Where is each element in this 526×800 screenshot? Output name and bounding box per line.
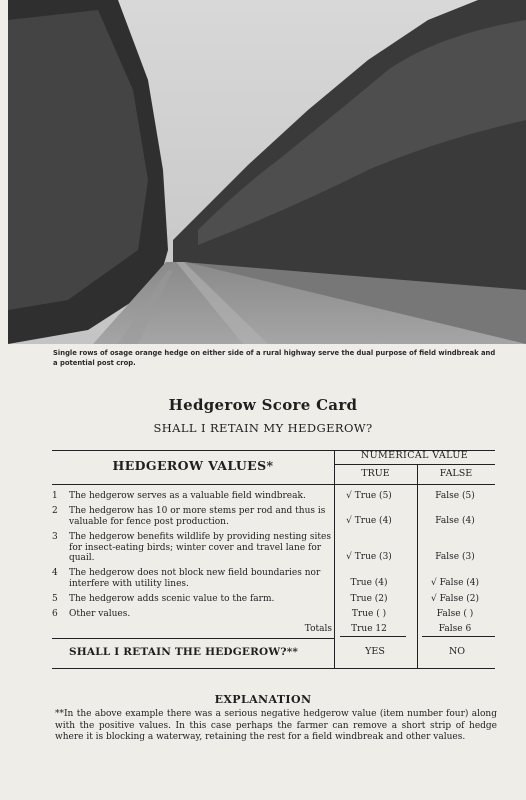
totals-rule-false (422, 636, 495, 637)
row-false-value: False (5) (435, 491, 475, 501)
totals-label: Totals (304, 624, 332, 634)
photo-caption: Single rows of osage orange hedge on either side of a rural highway serve the dual purpose of field windbreak and a potential post crop. (53, 349, 496, 367)
row-false-value: √ False (2) (430, 594, 480, 604)
row-number: 6 (52, 609, 58, 619)
total-false: False 6 (438, 624, 472, 634)
row-text: The hedgerow benefits wildlife by providing nesting sites for insect-eating birds; winter cover and travel lane for quail. (69, 532, 331, 563)
row-true-value: True (2) (350, 594, 388, 604)
row-text: Other values. (69, 609, 131, 619)
column-divider-middle (417, 464, 418, 668)
answer-no: NO (448, 646, 466, 657)
row-number: 1 (52, 491, 58, 501)
row-text: The hedgerow serves as a valuable field windbreak. (69, 491, 306, 501)
total-true: True 12 (351, 624, 387, 634)
row-true-value: √ True (3) (346, 552, 392, 562)
row-true-value: True ( ) (351, 609, 387, 619)
retain-question: SHALL I RETAIN THE HEDGEROW?** (69, 646, 299, 658)
hedgerow-road-photo (8, 0, 526, 344)
row-false-value: √ False (4) (430, 578, 480, 588)
header-rule (52, 484, 495, 485)
page-subtitle: SHALL I RETAIN MY HEDGEROW? (153, 421, 373, 435)
explanation-body: **In the above example there was a serious negative hedgerow value (item number four) along with the positive values. In this case perhaps the farmer can remove a short strip of hedge where it is blocking a waterway, retaining the rest for a field windbreak and other values. (55, 709, 497, 742)
row-false-value: False (4) (435, 516, 475, 526)
row-number: 4 (52, 568, 58, 578)
row-text: The hedgerow has 10 or more stems per rod and thus is valuable for fence post production. (69, 506, 326, 527)
hedgerow-values-header: HEDGEROW VALUES* (112, 458, 274, 473)
row-true-value: √ True (4) (346, 516, 392, 526)
row-number: 2 (52, 506, 58, 516)
numerical-rule (334, 464, 495, 465)
answer-yes: YES (365, 646, 385, 657)
row-true-value: √ True (5) (346, 491, 392, 501)
explanation-title: EXPLANATION (214, 693, 312, 706)
row-false-value: False (3) (435, 552, 475, 562)
score-card-table (52, 450, 495, 670)
row-number: 5 (52, 594, 58, 604)
page-title: Hedgerow Score Card (168, 396, 358, 414)
true-column-header: TRUE (361, 468, 390, 479)
row-text: The hedgerow does not block new field boundaries nor interfere with utility lines. (69, 568, 321, 589)
totals-rule-true (340, 636, 406, 637)
bottom-rule (52, 668, 495, 669)
numerical-value-header: NUMERICAL VALUE (360, 450, 469, 461)
row-false-value: False ( ) (436, 609, 474, 619)
row-true-value: True (4) (350, 578, 388, 588)
totals-rule (52, 638, 334, 639)
row-text: The hedgerow adds scenic value to the farm. (69, 594, 275, 604)
row-number: 3 (52, 532, 58, 542)
false-column-header: FALSE (439, 468, 473, 479)
